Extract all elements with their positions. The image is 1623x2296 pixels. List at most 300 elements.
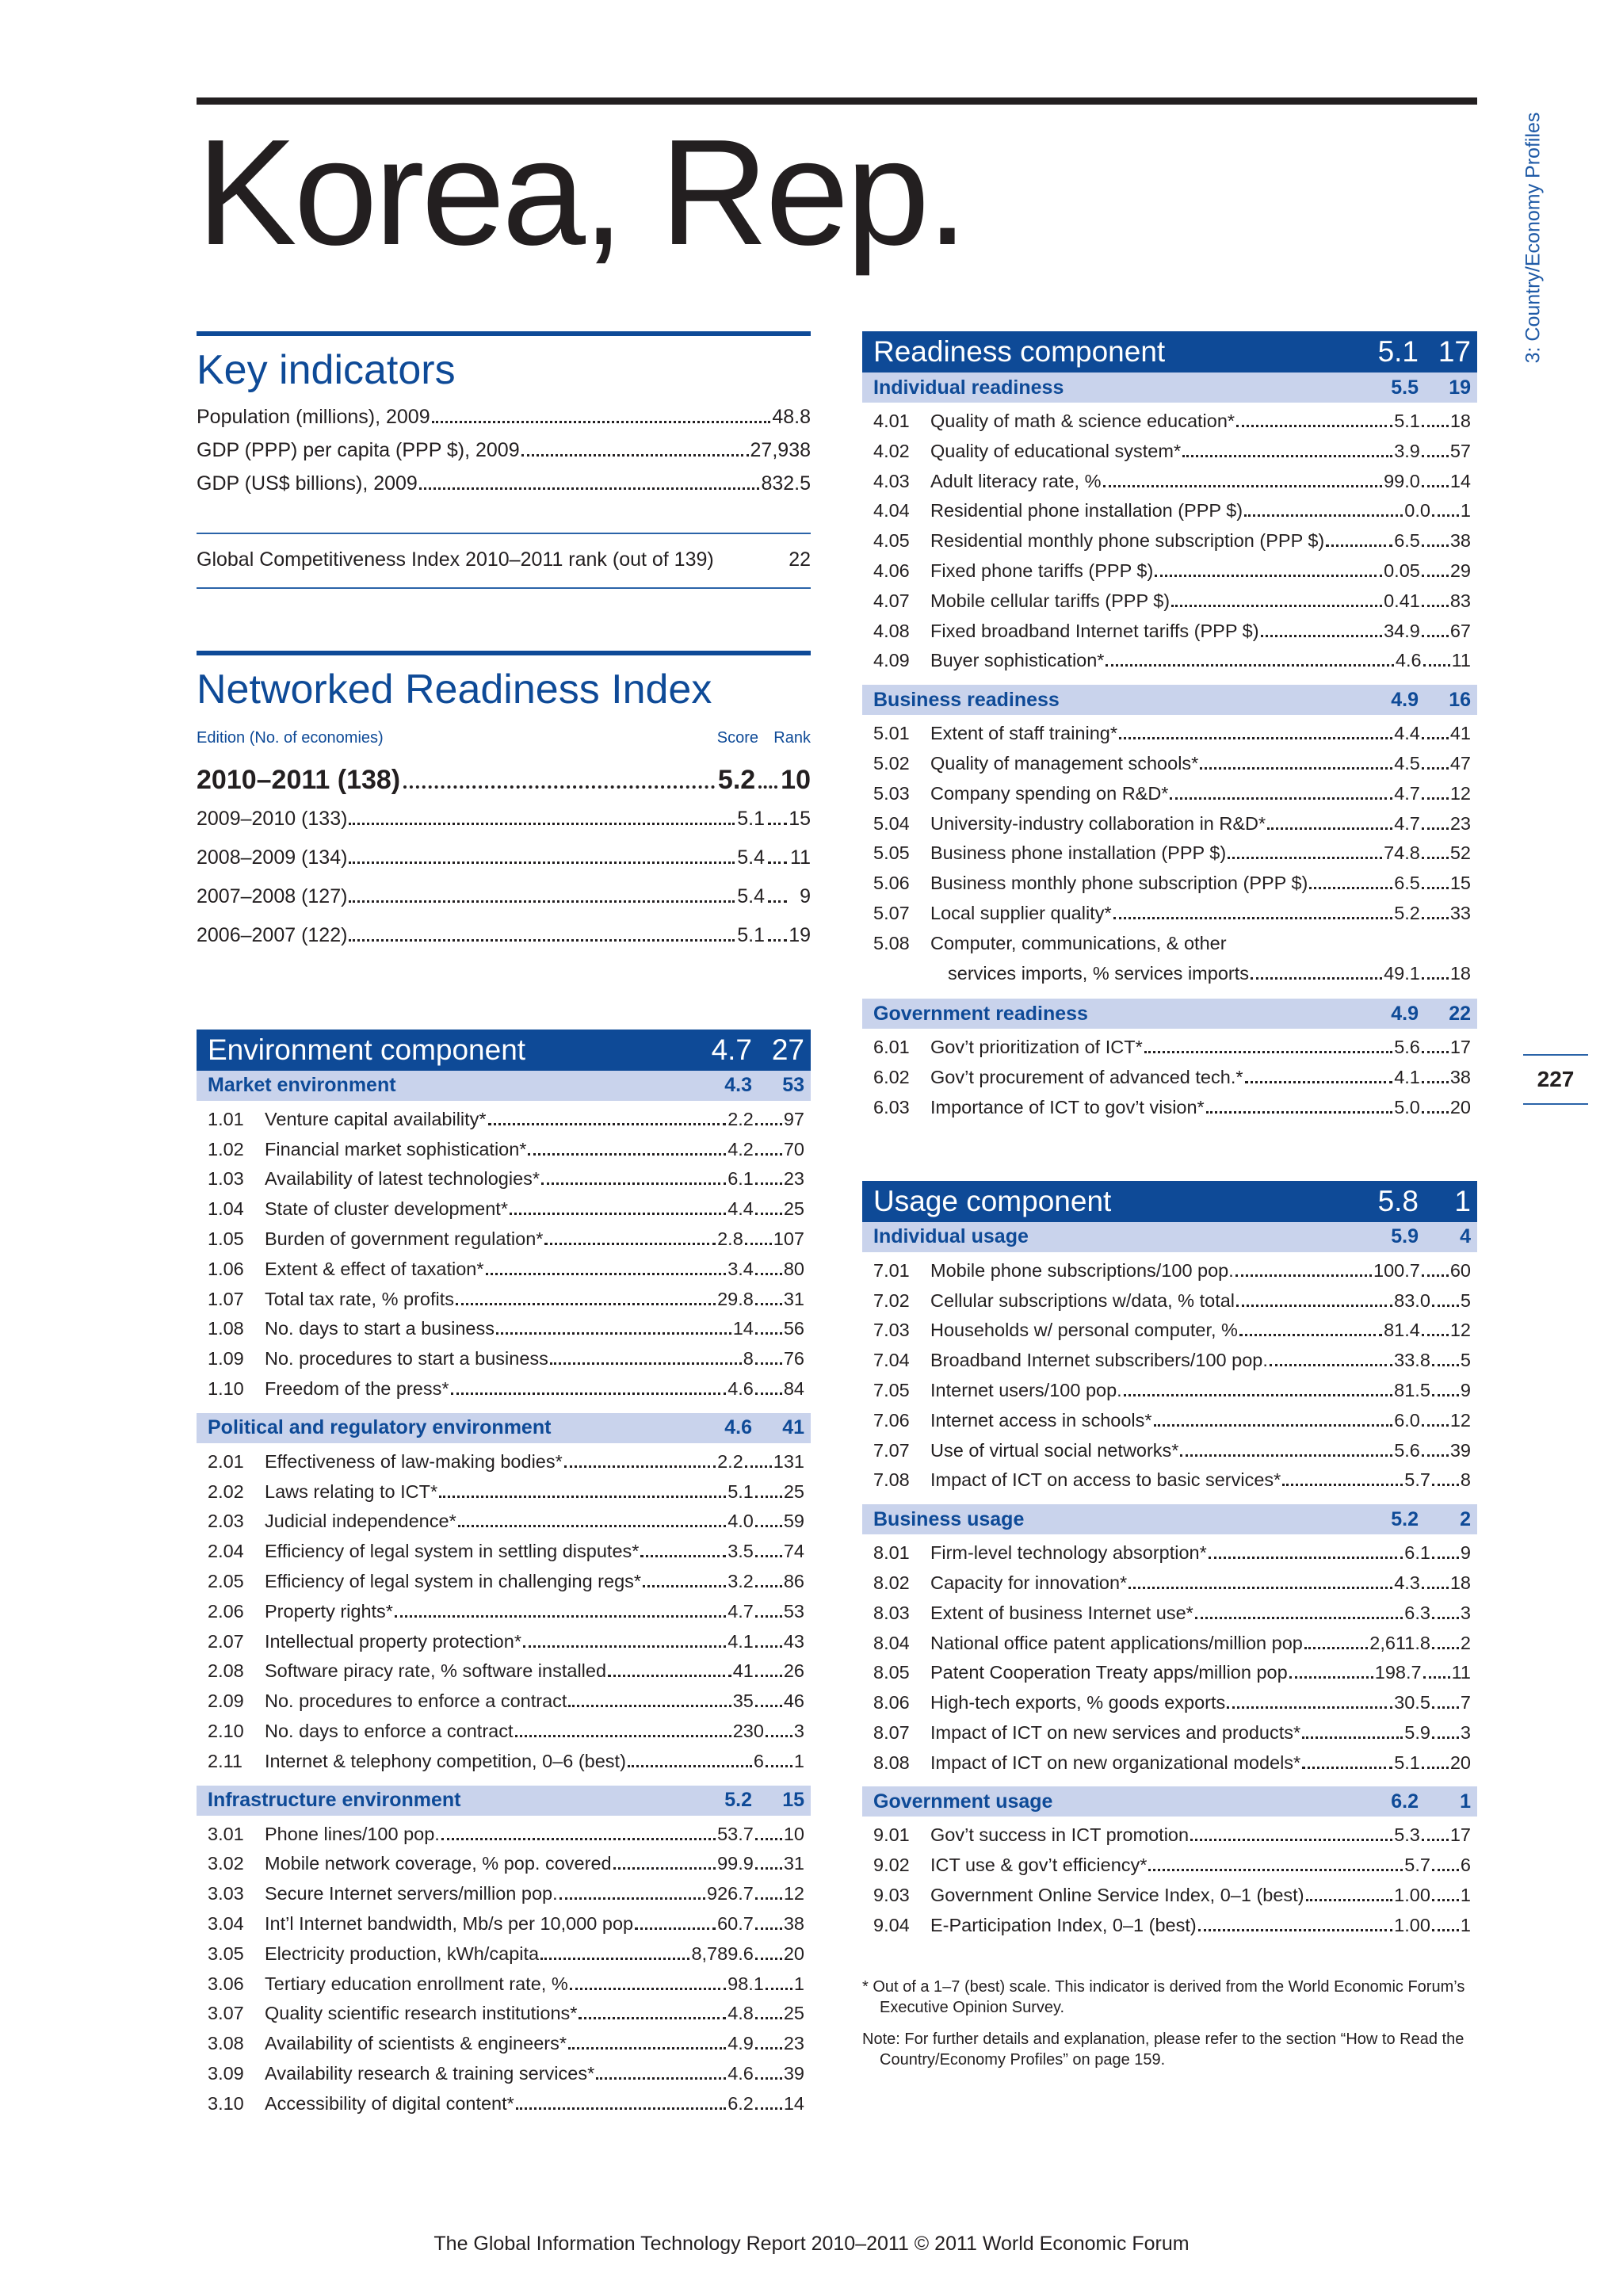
indicator-number: 2.03 bbox=[208, 1511, 244, 1532]
leader-dots bbox=[1244, 514, 1403, 517]
leader-dots bbox=[1423, 1676, 1450, 1679]
indicator-label: Availability research & training services* bbox=[265, 2062, 595, 2084]
indicator-rank: 38 bbox=[1449, 1067, 1471, 1088]
leader-dots bbox=[1170, 797, 1392, 800]
indicator-row bbox=[197, 1751, 811, 1781]
indicator-number: 3.10 bbox=[208, 2092, 244, 2114]
indicator-label: Gov’t prioritization of ICT* bbox=[930, 1037, 1143, 1058]
leader-dots bbox=[596, 2077, 726, 2080]
leader-dots bbox=[541, 1182, 726, 1185]
leader-dots bbox=[1180, 1454, 1392, 1457]
indicator-label: Households w/ personal computer, % bbox=[930, 1320, 1238, 1341]
indicator-rank: 17 bbox=[1449, 1037, 1471, 1058]
leader-dots bbox=[568, 1705, 731, 1707]
indicator-label: Impact of ICT on access to basic services* bbox=[930, 1469, 1281, 1491]
indicator-label: Intellectual property protection* bbox=[265, 1630, 521, 1652]
subcomponent-title: Individual readiness bbox=[873, 376, 1064, 399]
business-readiness-list bbox=[862, 715, 1477, 999]
indicator-label: Government Online Service Index, 0–1 (best) bbox=[930, 1885, 1304, 1906]
indicator-rank: 25 bbox=[783, 1480, 804, 1502]
indicator-number: 4.08 bbox=[873, 620, 910, 641]
leader-dots bbox=[1432, 514, 1459, 517]
indicator-rank: 9 bbox=[1460, 1542, 1471, 1564]
leader-dots bbox=[1422, 1424, 1449, 1427]
indicator-label: Phone lines/100 pop. bbox=[265, 1823, 440, 1844]
indicator-number: 4.01 bbox=[873, 411, 910, 431]
leader-dots bbox=[550, 1362, 742, 1365]
leader-dots bbox=[1304, 1647, 1368, 1649]
leader-dots bbox=[1432, 1706, 1459, 1709]
leader-dots bbox=[349, 900, 735, 903]
leader-dots bbox=[1251, 977, 1382, 980]
indicator-number: 1.02 bbox=[208, 1138, 244, 1159]
leader-dots bbox=[510, 1213, 726, 1215]
indicator-number: 8.01 bbox=[873, 1542, 910, 1564]
indicator-number: 7.01 bbox=[873, 1259, 910, 1281]
leader-dots bbox=[1422, 977, 1449, 980]
nri-score: 5.4 bbox=[737, 884, 765, 907]
indicator-rank: 20 bbox=[1449, 1096, 1471, 1117]
indicator-value: 4.6 bbox=[727, 1377, 754, 1399]
leader-dots bbox=[1422, 455, 1449, 457]
indicator-row bbox=[862, 411, 1477, 441]
indicator-label: Importance of ICT to gov’t vision* bbox=[930, 1096, 1205, 1117]
indicator-number: 5.04 bbox=[873, 812, 910, 834]
indicator-number: 3.07 bbox=[208, 2003, 244, 2024]
leader-dots bbox=[1227, 1706, 1392, 1709]
leader-dots bbox=[1422, 1334, 1449, 1336]
indicator-label: High-tech exports, % goods exports bbox=[930, 1692, 1226, 1713]
leader-dots bbox=[1422, 575, 1449, 577]
leader-dots bbox=[755, 1496, 782, 1498]
leader-dots bbox=[1106, 664, 1393, 667]
indicator-row bbox=[862, 1380, 1477, 1410]
leader-dots bbox=[755, 1153, 782, 1156]
indicator-label: Local supplier quality* bbox=[930, 902, 1112, 923]
indicator-rank: 86 bbox=[783, 1570, 804, 1591]
gci-rank-row bbox=[197, 533, 811, 589]
indicator-label: Freedom of the press* bbox=[265, 1377, 449, 1399]
indicator-rank: 76 bbox=[783, 1348, 804, 1370]
leader-dots bbox=[1113, 917, 1393, 919]
leader-dots bbox=[1124, 1394, 1392, 1396]
indicator-row bbox=[197, 1541, 811, 1571]
indicator-number: 7.08 bbox=[873, 1469, 910, 1491]
nri-rank: 15 bbox=[789, 807, 811, 830]
nri-edition: 2010–2011 (138) bbox=[197, 764, 401, 795]
indicator-value: 83.0 bbox=[1394, 1289, 1430, 1311]
indicator-rank: 11 bbox=[1451, 650, 1471, 671]
indicator-rank: 3 bbox=[1460, 1721, 1471, 1743]
leader-dots bbox=[488, 1123, 727, 1125]
leader-dots bbox=[755, 2077, 782, 2080]
leader-dots bbox=[1422, 1587, 1449, 1589]
indicator-number: 9.03 bbox=[873, 1885, 910, 1906]
leader-dots bbox=[628, 1765, 752, 1767]
leader-dots bbox=[1119, 737, 1392, 739]
indicator-number: 7.06 bbox=[873, 1409, 910, 1431]
leader-dots bbox=[1289, 1676, 1373, 1679]
leader-dots bbox=[1239, 1334, 1382, 1336]
leader-dots bbox=[349, 823, 735, 825]
page-number-box bbox=[1523, 1054, 1588, 1105]
indicator-number: 2.06 bbox=[208, 1600, 244, 1622]
leader-dots bbox=[1128, 1587, 1392, 1589]
indicator-label: Computer, communications, & other bbox=[930, 932, 1227, 953]
leader-dots bbox=[755, 1958, 782, 1960]
nri-history-row bbox=[197, 924, 811, 963]
subcomponent-rank: 2 bbox=[1460, 1507, 1471, 1530]
leader-dots bbox=[1302, 1736, 1403, 1739]
leader-dots bbox=[1306, 1899, 1393, 1901]
indicator-label: Impact of ICT on new organizational models* bbox=[930, 1752, 1301, 1773]
leader-dots bbox=[456, 1303, 716, 1305]
indicator-rank: 60 bbox=[1449, 1259, 1471, 1281]
indicator-rank: 80 bbox=[783, 1258, 804, 1279]
subcomponent-score: 4.9 bbox=[1391, 1002, 1419, 1025]
nri-edition: 2007–2008 (127) bbox=[197, 884, 348, 907]
indicator-row bbox=[862, 783, 1477, 813]
indicator-label: Residential phone installation (PPP $) bbox=[930, 500, 1243, 521]
indicator-row bbox=[862, 441, 1477, 471]
indicator-number: 5.06 bbox=[873, 873, 910, 894]
indicator-label: No. procedures to start a business bbox=[265, 1348, 548, 1370]
indicator-rank: 84 bbox=[783, 1377, 804, 1399]
indicator-rank: 38 bbox=[1449, 530, 1471, 552]
indicator-value: 8 bbox=[743, 1348, 754, 1370]
indicator-number: 1.08 bbox=[208, 1318, 244, 1339]
indicator-label: Mobile network coverage, % pop. covered bbox=[265, 1853, 612, 1874]
subcomponent-title: Government readiness bbox=[873, 1002, 1088, 1025]
indicator-value: 8,789.6 bbox=[691, 1943, 754, 1964]
nri-history-row bbox=[197, 808, 811, 846]
indicator-number: 1.04 bbox=[208, 1198, 244, 1220]
key-indicator-value: 48.8 bbox=[772, 406, 811, 429]
indicator-row bbox=[197, 1318, 811, 1348]
leader-dots bbox=[768, 939, 787, 942]
indicator-row bbox=[862, 1067, 1477, 1097]
business-usage-bar bbox=[862, 1504, 1477, 1534]
leader-dots bbox=[1195, 1617, 1403, 1619]
indicator-rank: 52 bbox=[1449, 842, 1471, 864]
government-usage-bar bbox=[862, 1786, 1477, 1817]
left-column bbox=[197, 331, 811, 2127]
indicator-value: 6.2 bbox=[727, 2092, 754, 2114]
nri-score: 5.4 bbox=[737, 846, 765, 869]
indicator-number: 8.08 bbox=[873, 1752, 910, 1773]
footnote-star: * Out of a 1–7 (best) scale. This indicator is derived from the World Economic Forum’s Executive Opinion Survey. bbox=[862, 1977, 1465, 2016]
leader-dots bbox=[528, 1153, 726, 1156]
indicator-value: 4.0 bbox=[727, 1511, 754, 1532]
indicator-row bbox=[862, 1320, 1477, 1350]
indicator-label: Effectiveness of law-making bodies* bbox=[265, 1450, 563, 1472]
leader-dots bbox=[768, 900, 787, 903]
indicator-row bbox=[862, 753, 1477, 783]
leader-dots bbox=[1282, 1484, 1403, 1486]
leader-dots bbox=[1432, 1929, 1459, 1931]
indicator-label: Secure Internet servers/million pop. bbox=[265, 1883, 558, 1904]
indicator-row bbox=[862, 1633, 1477, 1663]
indicator-label: Fixed broadband Internet tariffs (PPP $) bbox=[930, 620, 1259, 641]
leader-dots bbox=[441, 1838, 716, 1840]
indicator-label: ICT use & gov’t efficiency* bbox=[930, 1855, 1148, 1876]
indicator-rank: 14 bbox=[783, 2092, 804, 2114]
key-indicator-value: 27,938 bbox=[750, 439, 811, 462]
indicator-value: 5.9 bbox=[1404, 1721, 1430, 1743]
indicator-value: 0.0 bbox=[1404, 500, 1430, 521]
leader-dots bbox=[1422, 1839, 1449, 1841]
indicator-row bbox=[197, 1451, 811, 1481]
indicator-rank: 107 bbox=[773, 1228, 804, 1249]
indicator-label: services imports, % services imports bbox=[948, 962, 1249, 984]
indicator-value: 1.00 bbox=[1394, 1914, 1430, 1935]
subcomponent-score: 5.9 bbox=[1391, 1225, 1419, 1248]
indicator-label: Venture capital availability* bbox=[265, 1108, 487, 1129]
business-readiness-bar bbox=[862, 685, 1477, 715]
leader-dots bbox=[570, 1988, 726, 1990]
nri-rank: 19 bbox=[789, 923, 811, 946]
indicator-number: 1.06 bbox=[208, 1258, 244, 1279]
component-title: Readiness component bbox=[873, 335, 1166, 368]
individual-usage-bar bbox=[862, 1222, 1477, 1252]
leader-dots bbox=[1432, 1305, 1459, 1307]
leader-dots bbox=[439, 1496, 726, 1498]
leader-dots bbox=[458, 1525, 726, 1527]
indicator-rank: 41 bbox=[1449, 723, 1471, 744]
indicator-value: 6.5 bbox=[1394, 530, 1420, 552]
indicator-row bbox=[197, 1109, 811, 1139]
indicator-rank: 47 bbox=[1449, 752, 1471, 774]
leader-dots bbox=[755, 1645, 782, 1648]
indicator-number: 4.05 bbox=[873, 530, 910, 552]
indicator-value: 4.6 bbox=[1395, 650, 1422, 671]
indicator-label: Capacity for innovation* bbox=[930, 1572, 1128, 1593]
leader-dots bbox=[540, 1958, 689, 1960]
leader-dots bbox=[1422, 1081, 1449, 1083]
key-indicators-heading: Key indicators bbox=[197, 347, 456, 393]
indicator-row bbox=[197, 1943, 811, 1973]
key-indicator-row bbox=[197, 472, 811, 506]
indicator-label: Internet & telephony competition, 0–6 (best) bbox=[265, 1750, 626, 1771]
indicator-row bbox=[862, 1722, 1477, 1752]
indicator-number: 1.03 bbox=[208, 1168, 244, 1190]
indicator-label: Availability of scientists & engineers* bbox=[265, 2033, 567, 2054]
indicator-row bbox=[197, 1571, 811, 1601]
leader-dots bbox=[755, 1213, 782, 1215]
indicator-rank: 38 bbox=[783, 1912, 804, 1934]
indicator-row bbox=[862, 560, 1477, 590]
leader-dots bbox=[349, 861, 735, 864]
indicator-label: Electricity production, kWh/capita bbox=[265, 1943, 540, 1964]
indicator-value: 4.5 bbox=[1394, 752, 1420, 774]
indicator-number: 5.08 bbox=[873, 932, 910, 953]
leader-dots bbox=[521, 454, 749, 457]
indicator-value: 3.2 bbox=[727, 1570, 754, 1591]
subcomponent-rank: 19 bbox=[1449, 376, 1471, 399]
leader-dots bbox=[1228, 857, 1382, 859]
leader-dots bbox=[1432, 1557, 1459, 1559]
indicator-label: National office patent applications/million pop bbox=[930, 1632, 1303, 1653]
indicator-rank: 97 bbox=[783, 1108, 804, 1129]
leader-dots bbox=[1432, 1869, 1459, 1871]
indicator-rank: 3 bbox=[793, 1720, 804, 1741]
leader-dots bbox=[768, 823, 787, 825]
indicator-value: 4.3 bbox=[1394, 1572, 1420, 1593]
indicator-number: 2.01 bbox=[208, 1450, 244, 1472]
indicator-label: Gov’t success in ICT promotion bbox=[930, 1824, 1190, 1846]
indicator-number: 1.09 bbox=[208, 1348, 244, 1370]
subcomponent-score: 5.2 bbox=[724, 1789, 752, 1812]
leader-dots bbox=[1432, 1364, 1459, 1366]
leader-dots bbox=[755, 1392, 782, 1395]
leader-dots bbox=[1270, 1364, 1392, 1366]
indicator-rank: 18 bbox=[1449, 411, 1471, 431]
leader-dots bbox=[1422, 767, 1449, 770]
leader-dots bbox=[755, 1123, 782, 1125]
nri-header-score: Score bbox=[716, 728, 758, 747]
indicator-rank: 46 bbox=[783, 1690, 804, 1712]
indicator-row bbox=[862, 500, 1477, 530]
subcomponent-rank: 41 bbox=[782, 1416, 804, 1439]
leader-dots bbox=[755, 1525, 782, 1527]
indicator-row bbox=[862, 1752, 1477, 1782]
indicator-row bbox=[197, 1631, 811, 1661]
indicator-value: 33.8 bbox=[1394, 1350, 1430, 1371]
indicator-value: 5.7 bbox=[1404, 1469, 1430, 1491]
nri-current-row bbox=[197, 765, 811, 808]
indicator-label: Extent & effect of taxation* bbox=[265, 1258, 484, 1279]
indicator-row bbox=[197, 1481, 811, 1511]
indicator-row bbox=[862, 1469, 1477, 1499]
indicator-number: 5.01 bbox=[873, 723, 910, 744]
leader-dots bbox=[635, 1927, 716, 1930]
leader-dots bbox=[755, 1867, 782, 1870]
leader-dots bbox=[1309, 887, 1392, 889]
indicator-rank: 20 bbox=[1449, 1752, 1471, 1773]
indicator-value: 4.4 bbox=[727, 1198, 754, 1220]
indicator-rank: 9 bbox=[1460, 1379, 1471, 1400]
subcomponent-rank: 53 bbox=[782, 1074, 804, 1097]
indicator-value: 2.2 bbox=[717, 1450, 743, 1472]
indicator-rank: 67 bbox=[1449, 620, 1471, 641]
leader-dots bbox=[755, 2017, 782, 2019]
indicator-number: 8.07 bbox=[873, 1721, 910, 1743]
indicator-label: Business monthly phone subscription (PPP $) bbox=[930, 873, 1308, 894]
leader-dots bbox=[768, 861, 787, 864]
indicator-number: 7.03 bbox=[873, 1320, 910, 1341]
indicator-label: Tertiary education enrollment rate, % bbox=[265, 1973, 568, 1994]
indicator-rank: 1 bbox=[793, 1750, 804, 1771]
market-environment-bar bbox=[197, 1071, 811, 1101]
indicator-label: Property rights* bbox=[265, 1600, 393, 1622]
leader-dots bbox=[755, 1362, 782, 1365]
indicator-row bbox=[197, 1824, 811, 1854]
indicator-rank: 12 bbox=[1449, 1409, 1471, 1431]
footnotes bbox=[862, 1977, 1477, 2070]
indicator-label: Quality scientific research institutions* bbox=[265, 2003, 578, 2024]
leader-dots bbox=[1171, 605, 1382, 607]
indicator-rank: 18 bbox=[1449, 1572, 1471, 1593]
page-title: Korea, Rep. bbox=[197, 109, 965, 277]
subcomponent-score: 6.2 bbox=[1391, 1790, 1419, 1813]
indicator-number: 4.07 bbox=[873, 590, 910, 611]
indicator-number: 4.03 bbox=[873, 470, 910, 491]
indicator-value: 5.7 bbox=[1404, 1855, 1430, 1876]
leader-dots bbox=[1422, 887, 1449, 889]
leader-dots bbox=[1432, 1899, 1459, 1901]
indicator-value: 2.8 bbox=[717, 1228, 743, 1249]
indicator-value: 926.7 bbox=[707, 1883, 754, 1904]
nri-rank: 10 bbox=[781, 764, 811, 795]
leader-dots bbox=[1235, 1274, 1372, 1277]
indicator-number: 5.07 bbox=[873, 902, 910, 923]
indicator-label: State of cluster development* bbox=[265, 1198, 508, 1220]
indicator-row bbox=[197, 2063, 811, 2093]
indicator-value: 1.00 bbox=[1394, 1885, 1430, 1906]
indicator-rank: 12 bbox=[783, 1883, 804, 1904]
indicator-number: 1.10 bbox=[208, 1377, 244, 1399]
leader-dots bbox=[766, 1765, 792, 1767]
indicator-row bbox=[197, 1511, 811, 1541]
indicator-row bbox=[862, 1692, 1477, 1722]
indicator-row bbox=[197, 2033, 811, 2063]
indicator-row bbox=[197, 1259, 811, 1289]
indicator-label: Availability of latest technologies* bbox=[265, 1168, 540, 1190]
component-rank: 27 bbox=[771, 1033, 804, 1066]
indicator-number: 3.02 bbox=[208, 1853, 244, 1874]
indicator-number: 2.02 bbox=[208, 1480, 244, 1502]
indicator-rank: 1 bbox=[1460, 500, 1471, 521]
indicator-row bbox=[197, 1690, 811, 1721]
leader-dots bbox=[1190, 1839, 1392, 1841]
indicator-number: 5.02 bbox=[873, 752, 910, 774]
indicator-value: 6.1 bbox=[1404, 1542, 1430, 1564]
indicator-label: Adult literacy rate, % bbox=[930, 470, 1102, 491]
indicator-value: 81.5 bbox=[1394, 1379, 1430, 1400]
indicator-rank: 1 bbox=[1460, 1885, 1471, 1906]
indicator-value: 5.2 bbox=[1394, 902, 1420, 923]
nri-rank: 11 bbox=[790, 846, 811, 869]
political-environment-bar bbox=[197, 1413, 811, 1443]
readiness-component-bar bbox=[862, 331, 1477, 372]
indicator-value: 60.7 bbox=[717, 1912, 754, 1934]
indicator-label: Buyer sophistication* bbox=[930, 650, 1105, 671]
indicator-value: 0.05 bbox=[1384, 560, 1420, 581]
indicator-rank: 31 bbox=[783, 1853, 804, 1874]
indicator-number: 8.04 bbox=[873, 1632, 910, 1653]
leader-dots bbox=[1206, 1111, 1392, 1114]
indicator-label: Efficiency of legal system in settling disputes* bbox=[265, 1541, 640, 1562]
indicator-label: Laws relating to ICT* bbox=[265, 1480, 438, 1502]
indicator-value: 5.0 bbox=[1394, 1096, 1420, 1117]
leader-dots bbox=[1422, 605, 1449, 607]
indicator-number: 7.02 bbox=[873, 1289, 910, 1311]
indicator-row bbox=[862, 1572, 1477, 1603]
indicator-rank: 12 bbox=[1449, 1320, 1471, 1341]
indicator-number: 4.02 bbox=[873, 440, 910, 461]
indicator-number: 2.05 bbox=[208, 1570, 244, 1591]
indicator-label: Quality of math & science education* bbox=[930, 411, 1235, 431]
indicator-label: Gov’t procurement of advanced tech.* bbox=[930, 1067, 1243, 1088]
indicator-value: 6.0 bbox=[1394, 1409, 1420, 1431]
leader-dots bbox=[403, 785, 715, 789]
indicator-number: 6.01 bbox=[873, 1037, 910, 1058]
leader-dots bbox=[755, 1303, 782, 1305]
indicator-rank: 39 bbox=[1449, 1439, 1471, 1461]
leader-dots bbox=[755, 1675, 782, 1677]
indicator-rank: 3 bbox=[1460, 1602, 1471, 1623]
indicator-row bbox=[197, 1228, 811, 1259]
